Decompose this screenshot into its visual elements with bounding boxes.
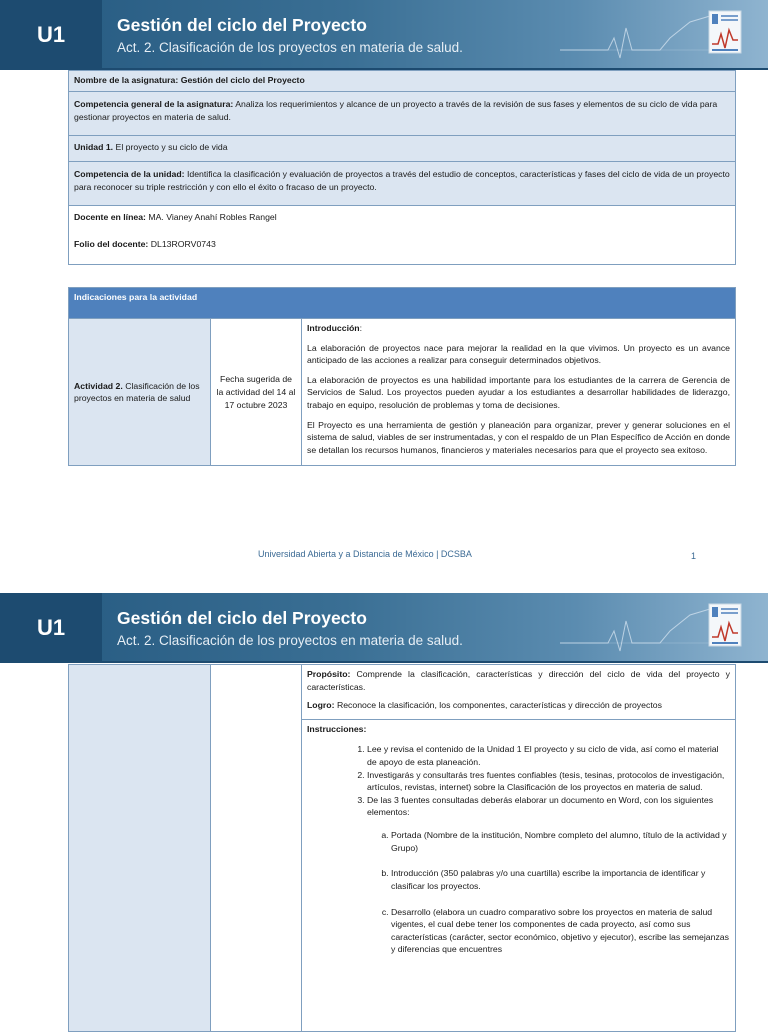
activity-intro-cell: Introducción: La elaboración de proyectos nace para mejorar la realidad en la que vivimos. Un proyecto es un avance anticipado de las acciones a realizar para conseguir determinados objetivos. La elaboración de proyectos es una habilidad importante para los estudiantes de la carrera de Gerencia de Servicios de Salud. Los proyectos pueden ayudar a los estudiantes a desarrollar habilidades de liderazgo, trabajo en equipo, resolución de problemas y toma de decisiones. El Proyecto es una herramienta de gestión y planeación para organizar, prever y generar soluciones en el sistema de salud, viables de ser instrumentadas, y con el respaldo de un Plan Específico de Acción en donde se detallan los recursos humanos, financieros y materiales necesarios para que el proyecto sea exitoso. <box>302 319 736 466</box>
page-header-2 <box>0 593 768 663</box>
health-chart-icon <box>708 10 742 54</box>
page-footer: Universidad Abierta y a Distancia de México | DCSBA <box>258 549 472 559</box>
list-item: 2. Investigarás y consultarás tres fuentes confiables (tesis, tesinas, protocolos de investigación, artículos, revistas, internet) sobre la Clasificación de los proyectos en materia de salud. <box>367 769 730 794</box>
list-item: a. Portada (Nombre de la institución, Nombre completo del alumno, título de la actividad y Grupo) <box>391 829 730 854</box>
course-unit: Unidad 1. El proyecto y su ciclo de vida <box>69 136 736 162</box>
instructions-label: Instrucciones: <box>307 723 367 734</box>
intro-paragraph-1: La elaboración de proyectos nace para mejorar la realidad en la que vivimos. Un proyecto es un avance anticipado de las acciones a realizar para conseguir determinados objetivos. <box>307 342 730 366</box>
activity-table <box>68 287 736 466</box>
teacher-info: Docente en línea: MA. Vianey Anahí Robles Rangel Folio del docente: DL13RORV0743 <box>69 206 736 265</box>
instructions-list <box>307 743 730 819</box>
empty-title-cell <box>69 665 211 1032</box>
course-info-table <box>68 70 736 265</box>
ecg-line-icon <box>560 8 710 64</box>
activity-title-cell: Actividad 2. Clasificación de los proyectos en materia de salud <box>69 319 211 466</box>
list-item: 3. De las 3 fuentes consultadas deberás elaborar un documento en Word, con los siguientes elementos: <box>367 794 730 819</box>
instructions-cell <box>302 665 736 1032</box>
intro-paragraph-2: La elaboración de proyectos es una habilidad importante para los estudiantes de la carrera de Gerencia de Servicios de Salud. Los proyectos pueden ayudar a los estudiantes a desarrollar habilidades de liderazgo, trabajo en equipo, resolución de problemas y toma de decisiones. <box>307 374 730 411</box>
page-header <box>0 0 768 70</box>
elements-list <box>343 829 730 956</box>
health-chart-icon <box>708 603 742 647</box>
purpose-block: Propósito: Comprende la clasificación, características y dirección del ciclo de vida del proyecto y características. Logro: Reconoce la clasificación, los componentes, características y dirección de proyectos <box>302 665 735 720</box>
activity-section-header: Indicaciones para la actividad <box>69 288 736 319</box>
unit-badge: U1 <box>0 0 102 70</box>
empty-date-cell <box>211 665 302 1032</box>
list-item: c. Desarrollo (elabora un cuadro comparativo sobre los proyectos en materia de salud vigentes, el cual debe tener los componentes de cada proyecto, así como sus características (carácter, sector económico, objetivo y ejecutor), escribe las semejanzas y diferencias que encuentres <box>391 906 730 956</box>
instructions-block <box>302 720 735 972</box>
header-title: Gestión del ciclo del Proyecto <box>117 608 367 628</box>
ecg-line-icon <box>560 601 710 657</box>
activity-table-continued <box>68 664 736 1032</box>
header-subtitle: Act. 2. Clasificación de los proyectos en materia de salud. <box>117 633 463 648</box>
header-title: Gestión del ciclo del Proyecto <box>117 15 367 35</box>
header-divider <box>0 661 768 663</box>
activity-date-cell: Fecha sugerida de la actividad del 14 al 17 octubre 2023 <box>211 319 302 466</box>
header-subtitle: Act. 2. Clasificación de los proyectos en materia de salud. <box>117 40 463 55</box>
unit-badge: U1 <box>0 593 102 663</box>
list-item: 1. Lee y revisa el contenido de la Unidad 1 El proyecto y su ciclo de vida, así como el material de apoyo de esta planeación. <box>367 743 730 768</box>
list-item: b. Introducción (350 palabras y/o una cuartilla) escribe la importancia de identificar y clasificar los proyectos. <box>391 867 730 892</box>
unit-competence: Competencia de la unidad: Identifica la clasificación y evaluación de proyectos a través del estudio de conceptos, características y fases del ciclo de vida de un proyecto para reconocer su triple restricción y con ello el éxito o fracaso de un proyecto. <box>69 162 736 206</box>
intro-paragraph-3: El Proyecto es una herramienta de gestión y planeación para organizar, prever y generar soluciones en el sistema de salud, viables de ser instrumentadas, y con el respaldo de un Plan Específico de Acción en donde se detallan los recursos humanos, financieros y materiales necesarios para que el proyecto sea exitoso. <box>307 419 730 455</box>
page-number: 1 <box>691 551 697 561</box>
course-general-competence: Competencia general de la asignatura: Analiza los requerimientos y alcance de un proyecto a través de la revisión de sus fases y elementos de su ciclo de vida para gestionar proyectos en materia de salud. <box>69 92 736 136</box>
course-name: Nombre de la asignatura: Gestión del ciclo del Proyecto <box>69 71 736 92</box>
